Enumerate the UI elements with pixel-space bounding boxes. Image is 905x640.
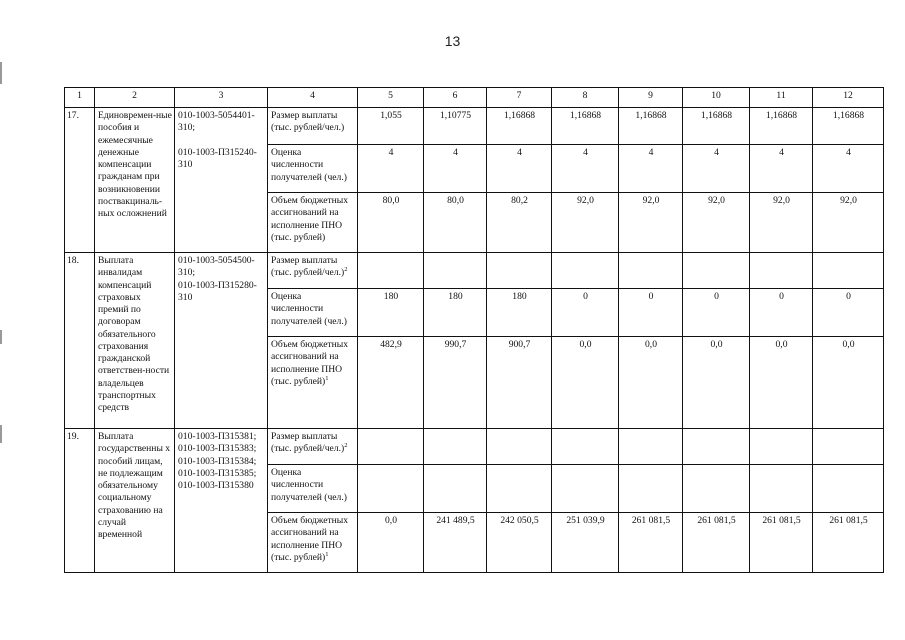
value-cell: 0 xyxy=(552,289,619,337)
indicator-label-text: Объем бюджетных ассигнований на исполнение ПНО (тыс. рублей) xyxy=(271,339,349,387)
indicator-label-text: Размер выплаты (тыс. рублей/чел.) xyxy=(271,110,345,134)
column-header: 4 xyxy=(268,88,358,108)
value-cell: 261 081,5 xyxy=(813,513,884,573)
value-cell: 0 xyxy=(619,289,683,337)
value-cell: 92,0 xyxy=(552,193,619,253)
value-cell xyxy=(358,253,424,289)
value-cell: 1,16868 xyxy=(750,108,813,145)
value-cell: 0 xyxy=(813,289,884,337)
column-header: 12 xyxy=(813,88,884,108)
row-number: 19. xyxy=(65,429,95,573)
value-cell xyxy=(619,253,683,289)
value-cell: 180 xyxy=(358,289,424,337)
page-number: 13 xyxy=(444,33,461,49)
indicator-label-text: Объем бюджетных ассигнований на исполнение ПНО (тыс. рублей) xyxy=(271,515,349,563)
budget-codes: 010-1003-5054500-310; 010-1003-П315280-310 xyxy=(175,253,268,429)
column-header: 11 xyxy=(750,88,813,108)
value-cell: 180 xyxy=(424,289,487,337)
indicator-label-text: Размер выплаты (тыс. рублей/чел.) xyxy=(271,255,345,279)
table-row xyxy=(65,253,884,289)
value-cell: 80,0 xyxy=(424,193,487,253)
table-row xyxy=(65,108,884,145)
value-cell: 900,7 xyxy=(487,337,552,429)
row-number: 18. xyxy=(65,253,95,429)
value-cell: 1,16868 xyxy=(487,108,552,145)
value-cell: 92,0 xyxy=(813,193,884,253)
column-header: 8 xyxy=(552,88,619,108)
value-cell xyxy=(750,253,813,289)
value-cell xyxy=(487,465,552,513)
indicator-label xyxy=(268,289,358,337)
value-cell xyxy=(358,465,424,513)
value-cell xyxy=(813,465,884,513)
value-cell xyxy=(813,253,884,289)
value-cell: 4 xyxy=(813,145,884,193)
value-cell xyxy=(813,429,884,465)
value-cell: 261 081,5 xyxy=(750,513,813,573)
value-cell: 0 xyxy=(750,289,813,337)
row-number: 17. xyxy=(65,108,95,253)
value-cell xyxy=(683,465,750,513)
value-cell xyxy=(487,429,552,465)
value-cell: 990,7 xyxy=(424,337,487,429)
indicator-label-text: Оценка численности получателей (чел.) xyxy=(271,467,347,503)
value-cell: 4 xyxy=(683,145,750,193)
payment-name: Выплата инвалидам компенсаций страховых премий по договорам обязательного страхования гражданской ответствен-ности владельцев транспортных средств xyxy=(95,253,175,429)
value-cell: 4 xyxy=(358,145,424,193)
value-cell: 80,0 xyxy=(358,193,424,253)
indicator-label xyxy=(268,513,358,573)
value-cell: 0,0 xyxy=(683,337,750,429)
payment-name: Выплата государственны х пособий лицам, не подлежащим обязательному социальному страхованию на случай временной xyxy=(95,429,175,573)
value-cell xyxy=(683,253,750,289)
value-cell: 80,2 xyxy=(487,193,552,253)
budget-codes: 010-1003-П315381; 010-1003-П315383; 010-1003-П315384; 010-1003-П315385; 010-1003-П315380 xyxy=(175,429,268,573)
value-cell: 1,16868 xyxy=(552,108,619,145)
value-cell: 92,0 xyxy=(619,193,683,253)
value-cell: 1,16868 xyxy=(813,108,884,145)
footnote-marker: 2 xyxy=(344,442,348,450)
indicator-label-text: Оценка численности получателей (чел.) xyxy=(271,291,347,327)
value-cell: 0,0 xyxy=(813,337,884,429)
value-cell: 0 xyxy=(683,289,750,337)
column-header: 5 xyxy=(358,88,424,108)
column-header: 2 xyxy=(95,88,175,108)
value-cell: 251 039,9 xyxy=(552,513,619,573)
value-cell: 1,055 xyxy=(358,108,424,145)
value-cell: 482,9 xyxy=(358,337,424,429)
value-cell: 0,0 xyxy=(358,513,424,573)
value-cell: 1,16868 xyxy=(619,108,683,145)
value-cell: 4 xyxy=(750,145,813,193)
scan-edge-mark xyxy=(0,330,2,344)
value-cell: 180 xyxy=(487,289,552,337)
value-cell xyxy=(552,253,619,289)
value-cell: 0,0 xyxy=(750,337,813,429)
column-header: 1 xyxy=(65,88,95,108)
indicator-label-text: Объем бюджетных ассигнований на исполнение ПНО (тыс. рублей) xyxy=(271,195,349,243)
value-cell: 1,10775 xyxy=(424,108,487,145)
scan-edge-mark xyxy=(0,62,2,84)
table-row xyxy=(65,429,884,465)
value-cell: 261 081,5 xyxy=(683,513,750,573)
scan-edge-mark xyxy=(0,425,2,443)
budget-codes: 010-1003-5054401-310; 010-1003-П315240-310 xyxy=(175,108,268,253)
value-cell xyxy=(619,429,683,465)
value-cell: 242 050,5 xyxy=(487,513,552,573)
value-cell: 4 xyxy=(619,145,683,193)
payment-name: Единовремен-ные пособия и ежемесячные денежные компенсации гражданам при возникновении поствакциналь-ных осложнений xyxy=(95,108,175,253)
value-cell xyxy=(552,429,619,465)
indicator-label-text: Оценка численности получателей (чел.) xyxy=(271,147,347,183)
value-cell xyxy=(619,465,683,513)
value-cell xyxy=(358,429,424,465)
value-cell xyxy=(424,253,487,289)
value-cell xyxy=(683,429,750,465)
column-header: 9 xyxy=(619,88,683,108)
value-cell: 261 081,5 xyxy=(619,513,683,573)
value-cell xyxy=(424,465,487,513)
indicator-label xyxy=(268,193,358,253)
value-cell xyxy=(552,465,619,513)
indicator-label xyxy=(268,465,358,513)
value-cell: 92,0 xyxy=(683,193,750,253)
column-header: 6 xyxy=(424,88,487,108)
indicator-label xyxy=(268,337,358,429)
value-cell: 1,16868 xyxy=(683,108,750,145)
value-cell: 0,0 xyxy=(619,337,683,429)
indicator-label xyxy=(268,429,358,465)
indicator-label xyxy=(268,145,358,193)
column-header: 10 xyxy=(683,88,750,108)
column-header: 3 xyxy=(175,88,268,108)
value-cell: 4 xyxy=(552,145,619,193)
value-cell xyxy=(750,465,813,513)
value-cell xyxy=(487,253,552,289)
indicator-label xyxy=(268,253,358,289)
value-cell: 0,0 xyxy=(552,337,619,429)
value-cell xyxy=(424,429,487,465)
value-cell: 4 xyxy=(424,145,487,193)
value-cell: 241 489,5 xyxy=(424,513,487,573)
value-cell: 92,0 xyxy=(750,193,813,253)
indicator-label xyxy=(268,108,358,145)
footnote-marker: 2 xyxy=(344,266,348,274)
footnote-marker: 1 xyxy=(325,374,329,382)
header-row xyxy=(65,88,884,108)
footnote-marker: 1 xyxy=(325,550,329,558)
value-cell xyxy=(750,429,813,465)
value-cell: 4 xyxy=(487,145,552,193)
column-header: 7 xyxy=(487,88,552,108)
budget-obligations-table xyxy=(64,87,884,573)
indicator-label-text: Размер выплаты (тыс. рублей/чел.) xyxy=(271,431,345,455)
